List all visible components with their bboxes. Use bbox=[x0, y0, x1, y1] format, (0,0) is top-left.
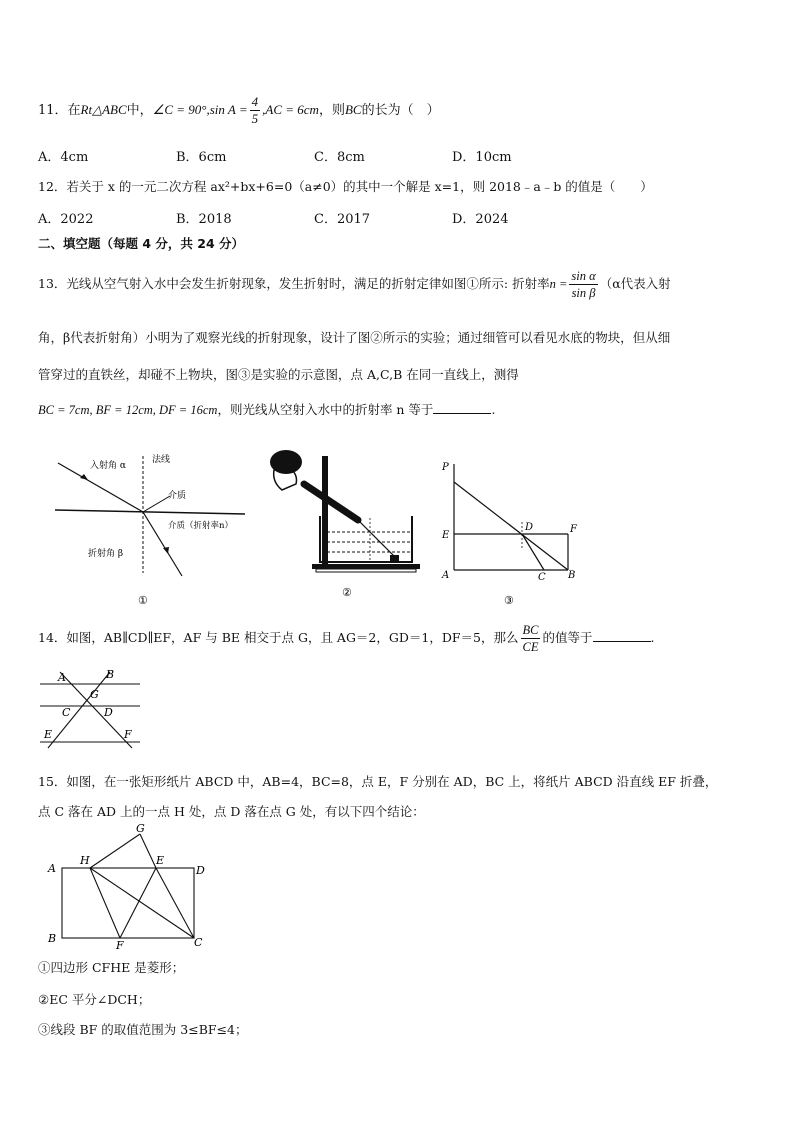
q15-label-A: A bbox=[48, 862, 56, 875]
fig3-label-F: F bbox=[570, 524, 577, 535]
fig3-label-B: B bbox=[568, 570, 576, 581]
q14-label-G: G bbox=[90, 688, 99, 701]
q12-option-d: D．2024 bbox=[452, 212, 509, 227]
q11-line bbox=[38, 92, 440, 128]
q11-tail2: 的长为（ ） bbox=[361, 103, 440, 118]
q11-option-a: A．4cm bbox=[38, 150, 89, 165]
fig2-block bbox=[390, 555, 399, 561]
fig1-label-normal: 法线 bbox=[152, 455, 171, 465]
q15-conclusion-1: ①四边形 CFHE 是菱形； bbox=[38, 960, 185, 975]
fig3-label-E: E bbox=[442, 530, 450, 541]
q13-line1a: 13．光线从空气射入水中会发生折射现象，发生折射时，满足的折射定律如图①所示: 折射率 bbox=[38, 276, 550, 291]
q11-cond1: ∠C = 90°,sin A = bbox=[152, 102, 248, 117]
q13-answer-blank bbox=[433, 401, 491, 414]
fig1-arrow-refracted bbox=[163, 547, 169, 554]
fig2-caption: ② bbox=[342, 586, 352, 599]
q14-text: 14．如图，AB∥CD∥EF，AF 与 BE 相交于点 G，且 AG＝2，GD＝1，DF＝5，那么 bbox=[38, 630, 519, 645]
q15-conclusion-2: ②EC 平分∠DCH； bbox=[38, 992, 151, 1007]
q14-figure bbox=[36, 666, 146, 750]
q14-label-F: F bbox=[124, 728, 132, 741]
q12-option-a: A．2022 bbox=[38, 212, 94, 227]
q11-cond2: ,AC = 6cm bbox=[262, 102, 319, 117]
fig3-label-A: A bbox=[442, 570, 450, 581]
fig3-caption: ③ bbox=[504, 594, 514, 607]
fig1-caption: ① bbox=[138, 594, 148, 607]
q15-line-HG bbox=[90, 834, 140, 868]
q15-label-G: G bbox=[136, 822, 145, 835]
q14-label-B: B bbox=[106, 668, 115, 681]
q13-line1 bbox=[38, 264, 671, 304]
q14-frac-den: CE bbox=[522, 640, 539, 654]
fig3-line-DC bbox=[522, 534, 544, 570]
q14-fraction bbox=[521, 622, 541, 655]
fig1-reflected-ray bbox=[143, 496, 170, 512]
q14-line-AF bbox=[60, 672, 132, 748]
fig1-label-medium: 介质 bbox=[168, 491, 187, 501]
q12-text: 12．若关于 x 的一元二次方程 ax²+bx+6=0（a≠0）的其中一个解是 x=1，则 2018﹣a﹣b 的值是（ ） bbox=[38, 179, 653, 194]
q14-line bbox=[38, 618, 654, 658]
section-heading: 二、填空题（每题 4 分，共 24 分） bbox=[38, 236, 245, 251]
fig3-label-P: P bbox=[442, 462, 449, 473]
q13-frac-den: sin β bbox=[571, 286, 596, 300]
q13-frac-num: sin α bbox=[571, 269, 596, 283]
q15-line-EC bbox=[156, 868, 194, 938]
q15-line-EF bbox=[120, 868, 156, 938]
fig2-tube bbox=[304, 484, 358, 520]
q11-option-b: B．6cm bbox=[176, 150, 227, 165]
q15-rectangle-ABCD bbox=[62, 868, 194, 938]
q13-line3: 管穿过的直铁丝，却碰不上物块，图③是实验的示意图，点 A,C,B 在同一直线上，测得 bbox=[38, 367, 519, 382]
q15-label-E: E bbox=[156, 854, 165, 867]
q11-option-d: D．10cm bbox=[452, 150, 512, 165]
q13-line4b: ，则光线从空射入水中的折射率 n 等于 bbox=[217, 402, 434, 417]
q14-tail: 的值等于 bbox=[542, 630, 593, 645]
q15-label-D: D bbox=[196, 864, 205, 877]
q13-fraction bbox=[569, 268, 597, 301]
q12-option-c: C．2017 bbox=[314, 212, 371, 227]
q15-label-H: H bbox=[80, 854, 90, 867]
figure-3-schematic bbox=[436, 448, 596, 610]
q11-mid: 中， bbox=[126, 103, 153, 118]
q15-label-C: C bbox=[194, 936, 203, 949]
q13-line4 bbox=[38, 400, 495, 418]
fig2-stand-pole bbox=[322, 456, 328, 564]
fig2-base bbox=[312, 564, 420, 569]
q14-label-D: D bbox=[104, 706, 113, 719]
fig1-interface-line bbox=[55, 510, 245, 514]
q15-line-HC bbox=[90, 868, 194, 938]
q15-label-F: F bbox=[116, 939, 124, 950]
fig1-label-refract: 折射角 β bbox=[88, 549, 124, 559]
q15-label-B: B bbox=[48, 932, 57, 945]
q13-measures: BC = 7cm, BF = 12cm, DF = 16cm bbox=[38, 403, 218, 417]
q14-tail2: . bbox=[650, 630, 655, 645]
fig2-base-foot bbox=[316, 569, 416, 572]
q14-label-E: E bbox=[44, 728, 53, 741]
q12-option-b: B．2018 bbox=[176, 212, 232, 227]
q15-line-GE bbox=[140, 834, 156, 868]
q11-triangle: Rt△ABC bbox=[80, 102, 127, 117]
q11-fraction bbox=[250, 94, 261, 127]
q11-option-c: C．8cm bbox=[314, 150, 365, 165]
q11-bc: BC bbox=[344, 102, 362, 117]
q14-frac-num: BC bbox=[522, 623, 539, 637]
q14-label-A: A bbox=[58, 671, 66, 684]
q13-line1b: （α代表入射 bbox=[599, 276, 671, 291]
fig1-label-medium2: 介质（折射率n） bbox=[168, 521, 233, 531]
q13-line2: 角，β代表折射角）小明为了观察光线的折射现象，设计了图②所示的实验；通过细管可以看见水底的物块，但从细 bbox=[38, 330, 671, 345]
q14-label-C: C bbox=[62, 706, 71, 719]
q11-frac-num: 4 bbox=[251, 94, 259, 109]
q13-line4c: . bbox=[491, 402, 496, 417]
fig3-label-C: C bbox=[538, 572, 546, 583]
fig3-line-PB bbox=[454, 482, 568, 570]
q15-conclusion-3: ③线段 BF 的取值范围为 3≤BF≤4； bbox=[38, 1022, 248, 1037]
q11-frac-den: 5 bbox=[251, 111, 259, 126]
q15-figure bbox=[44, 822, 214, 950]
fig3-label-D: D bbox=[525, 522, 534, 533]
figure-2-experiment bbox=[262, 448, 432, 608]
q11-number: 11．在 bbox=[38, 103, 81, 118]
fig1-label-incident: 入射角 α bbox=[90, 461, 126, 471]
figure-1-refraction bbox=[50, 448, 250, 608]
q15-line2: 点 C 落在 AD 上的一点 H 处，点 D 落在点 G 处，有以下四个结论： bbox=[38, 804, 425, 819]
q15-line1: 15．如图，在一张矩形纸片 ABCD 中，AB=4，BC=8，点 E，F 分别在 AD，BC 上，将纸片 ABCD 沿直线 EF 折叠， bbox=[38, 774, 718, 789]
fig1-arrow-incident bbox=[80, 474, 88, 480]
q14-answer-blank bbox=[593, 629, 651, 642]
q11-tail: ，则 bbox=[318, 103, 345, 118]
q13-n-eq: n = bbox=[549, 277, 568, 291]
